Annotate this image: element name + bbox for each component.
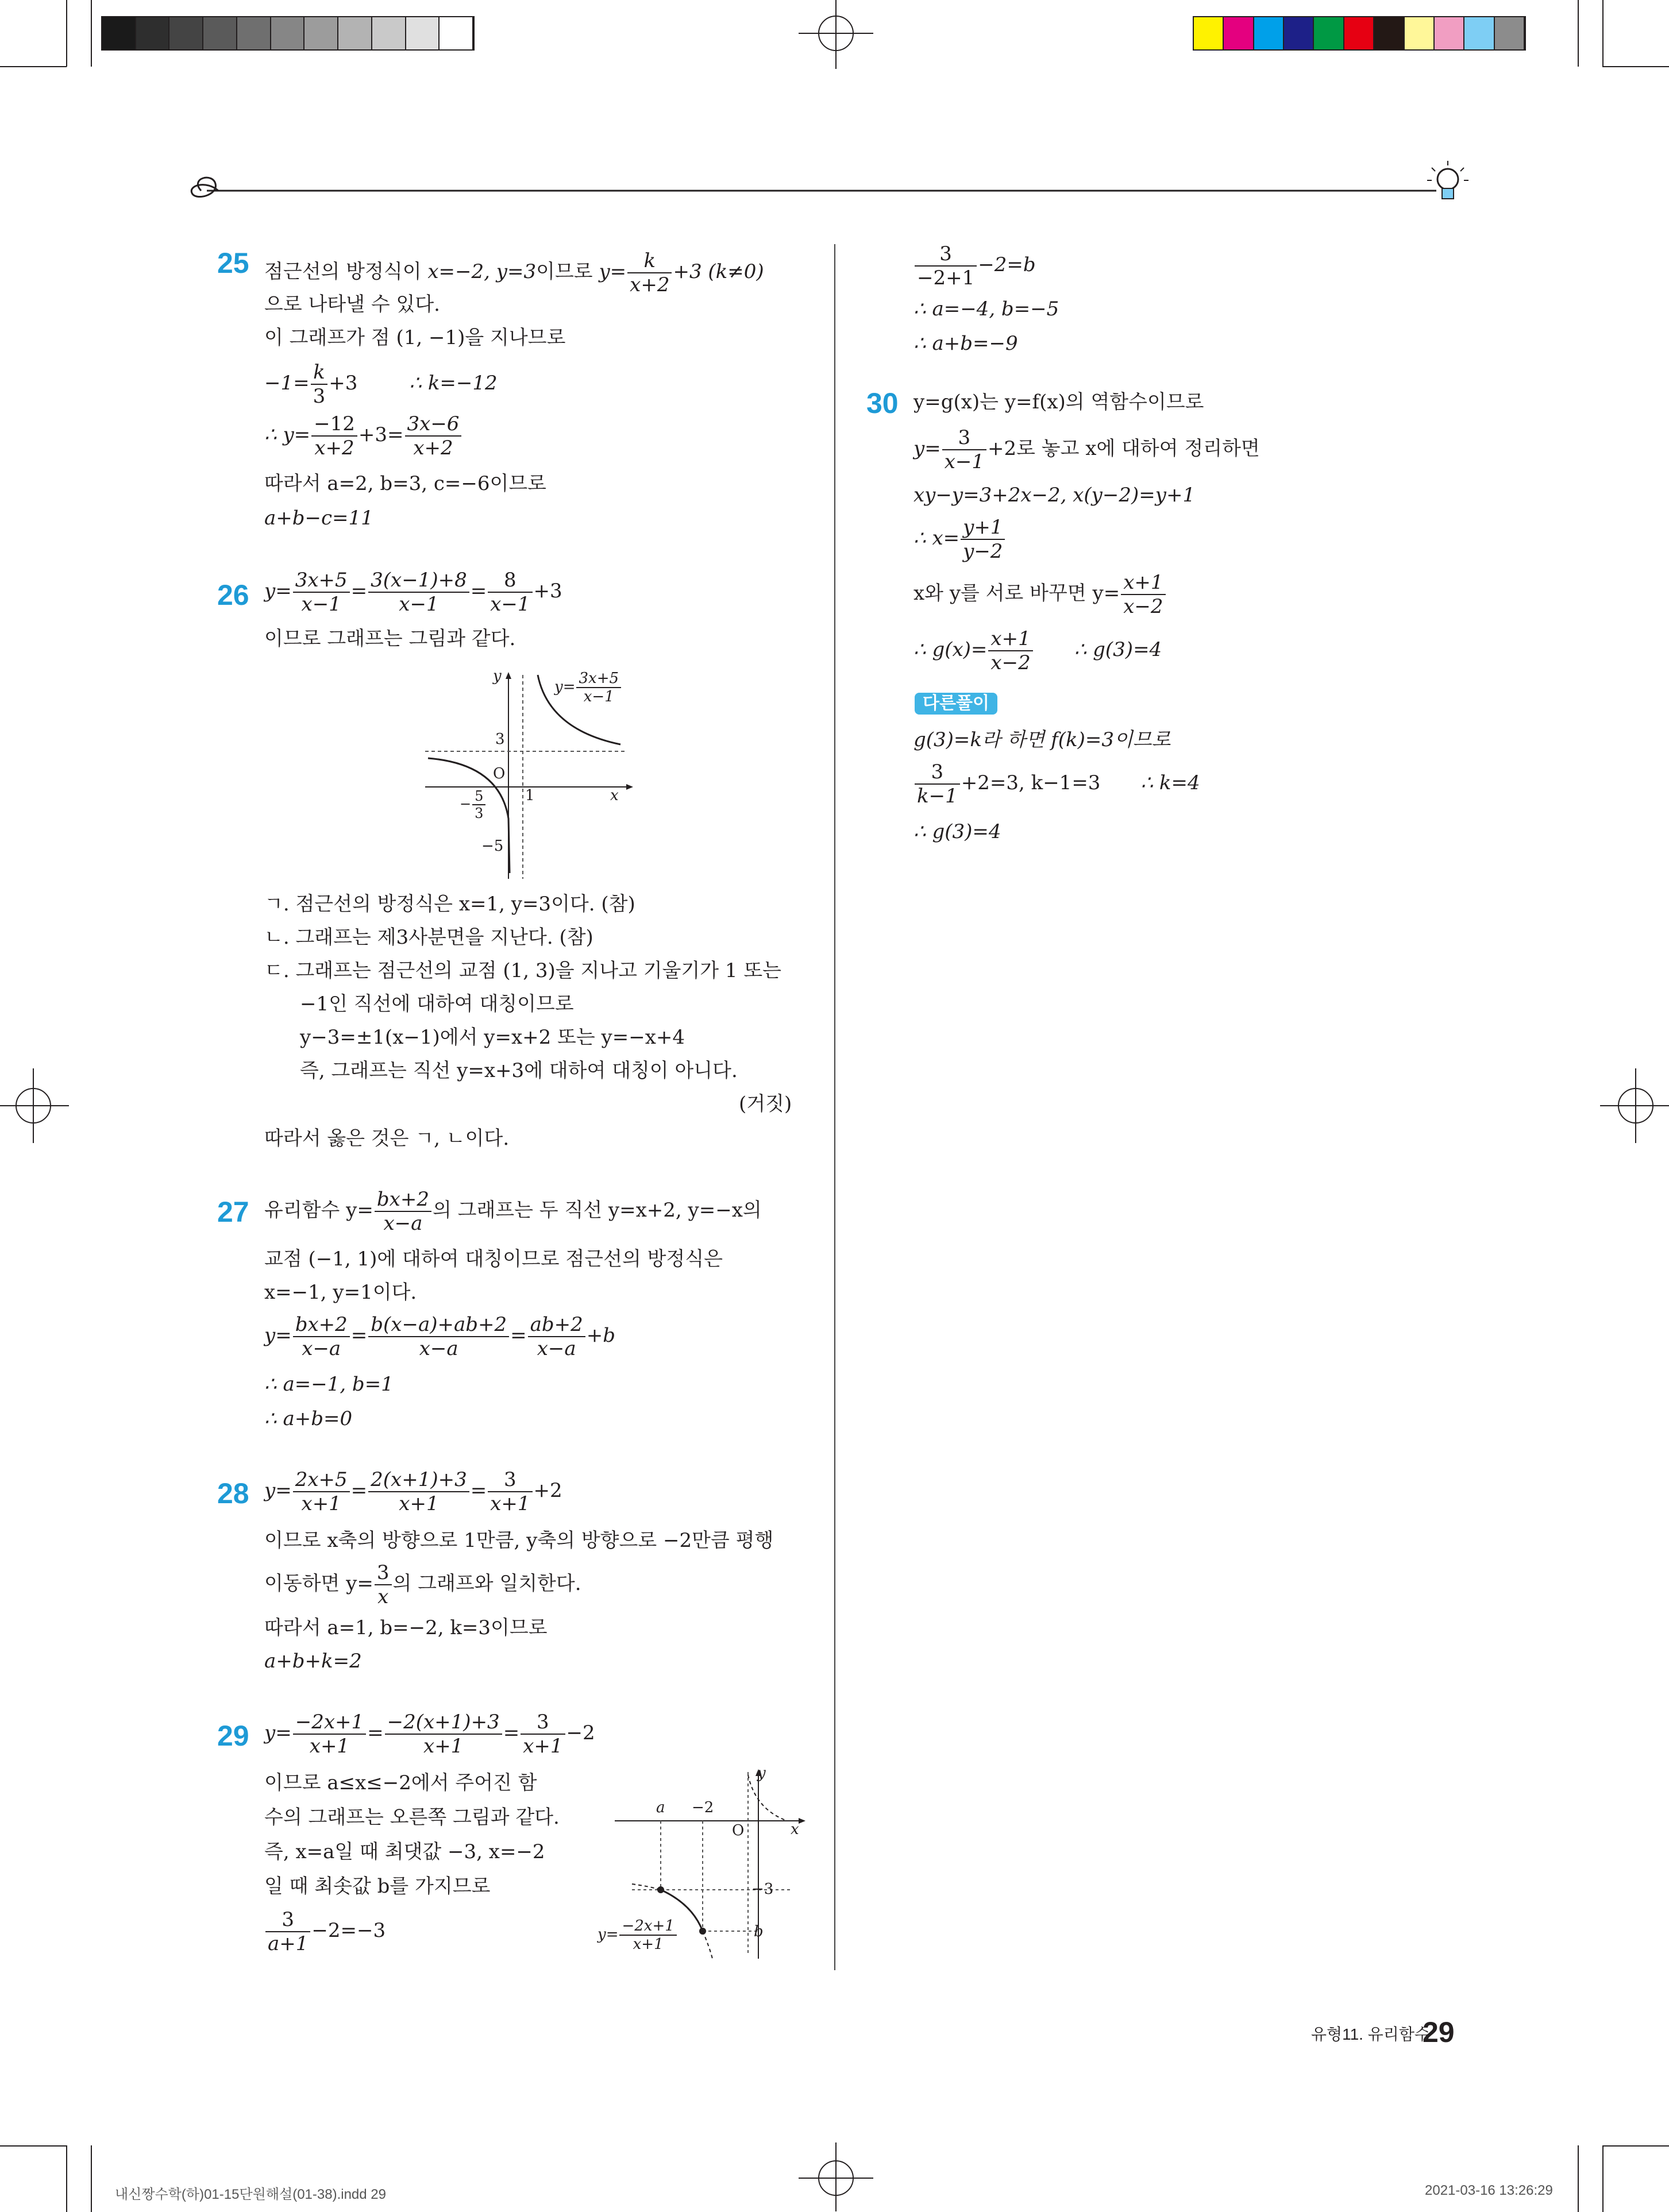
- lightbulb-icon: [1427, 161, 1468, 199]
- registration-mark-right: [1600, 1068, 1669, 1143]
- gray-swatch: [102, 17, 136, 49]
- origin-label: O: [732, 1822, 745, 1839]
- process-color-bar: [1193, 16, 1526, 51]
- minus-three-label: −3: [751, 1881, 774, 1898]
- color-swatch: [1284, 17, 1314, 49]
- color-swatch: [1495, 17, 1525, 49]
- gray-swatch: [136, 17, 170, 49]
- registration-mark-top: [799, 0, 873, 69]
- grayscale-color-bar: [101, 16, 475, 51]
- x-tick-label: 1: [525, 787, 535, 804]
- page-number: 29: [1423, 2016, 1455, 2048]
- color-swatch: [1435, 17, 1464, 49]
- axis-label-x: x: [791, 1821, 799, 1838]
- registration-mark-bottom: [799, 2142, 873, 2211]
- gray-swatch: [440, 17, 473, 49]
- axis-label-y: y: [493, 667, 502, 685]
- fraction: $\frac{k}{x+2}$: [627, 249, 672, 296]
- gray-swatch: [338, 17, 372, 49]
- minus-two-label: −2: [692, 1799, 714, 1816]
- color-swatch: [1194, 17, 1224, 49]
- problem-number: 27: [217, 1196, 249, 1228]
- column-divider: [834, 244, 835, 1970]
- gray-swatch: [406, 17, 440, 49]
- registration-mark-left: [0, 1068, 69, 1143]
- a-label: a: [656, 1799, 665, 1816]
- color-swatch: [1314, 17, 1344, 49]
- running-head-section: 유형11. 유리함수: [1311, 2025, 1430, 2043]
- problem-number: 28: [217, 1477, 249, 1510]
- alternate-solution-badge: 다른풀이: [915, 693, 997, 715]
- curve-label: y= $\frac{3x+5}{x-1}$: [554, 670, 622, 705]
- gray-swatch: [237, 17, 271, 49]
- axis-label-x: x: [610, 787, 619, 804]
- header-rule: [184, 155, 1517, 207]
- axis-label-y: y: [757, 1765, 766, 1782]
- color-swatch: [1224, 17, 1254, 49]
- problem-number: 29: [217, 1720, 249, 1752]
- y-tick-label: 3: [495, 731, 505, 748]
- gray-swatch: [372, 17, 406, 49]
- gray-swatch: [203, 17, 237, 49]
- gray-swatch: [169, 17, 203, 49]
- problem-number: 25: [217, 247, 249, 279]
- problem-number: 26: [217, 579, 249, 611]
- graph-26: [419, 666, 661, 885]
- curve-label: y= $\frac{-2x+1}{x+1}$: [598, 1917, 678, 1953]
- color-swatch: [1464, 17, 1494, 49]
- gray-swatch: [271, 17, 305, 49]
- color-swatch: [1405, 17, 1435, 49]
- x-intercept-label: − $\frac{5}{3}$: [460, 788, 487, 821]
- color-swatch: [1344, 17, 1374, 49]
- y-intercept-label: −5: [481, 837, 504, 855]
- color-swatch: [1254, 17, 1284, 49]
- origin-label: O: [493, 765, 506, 782]
- b-label: b: [754, 1923, 764, 1940]
- footer-timestamp: 2021-03-16 13:26:29: [1425, 2183, 1553, 2198]
- gray-swatch: [304, 17, 338, 49]
- footer-file-name: 내신짱수학(하)01-15단원해설(01-38).indd 29: [115, 2187, 386, 2202]
- color-swatch: [1374, 17, 1404, 49]
- problem-number: 30: [866, 387, 899, 419]
